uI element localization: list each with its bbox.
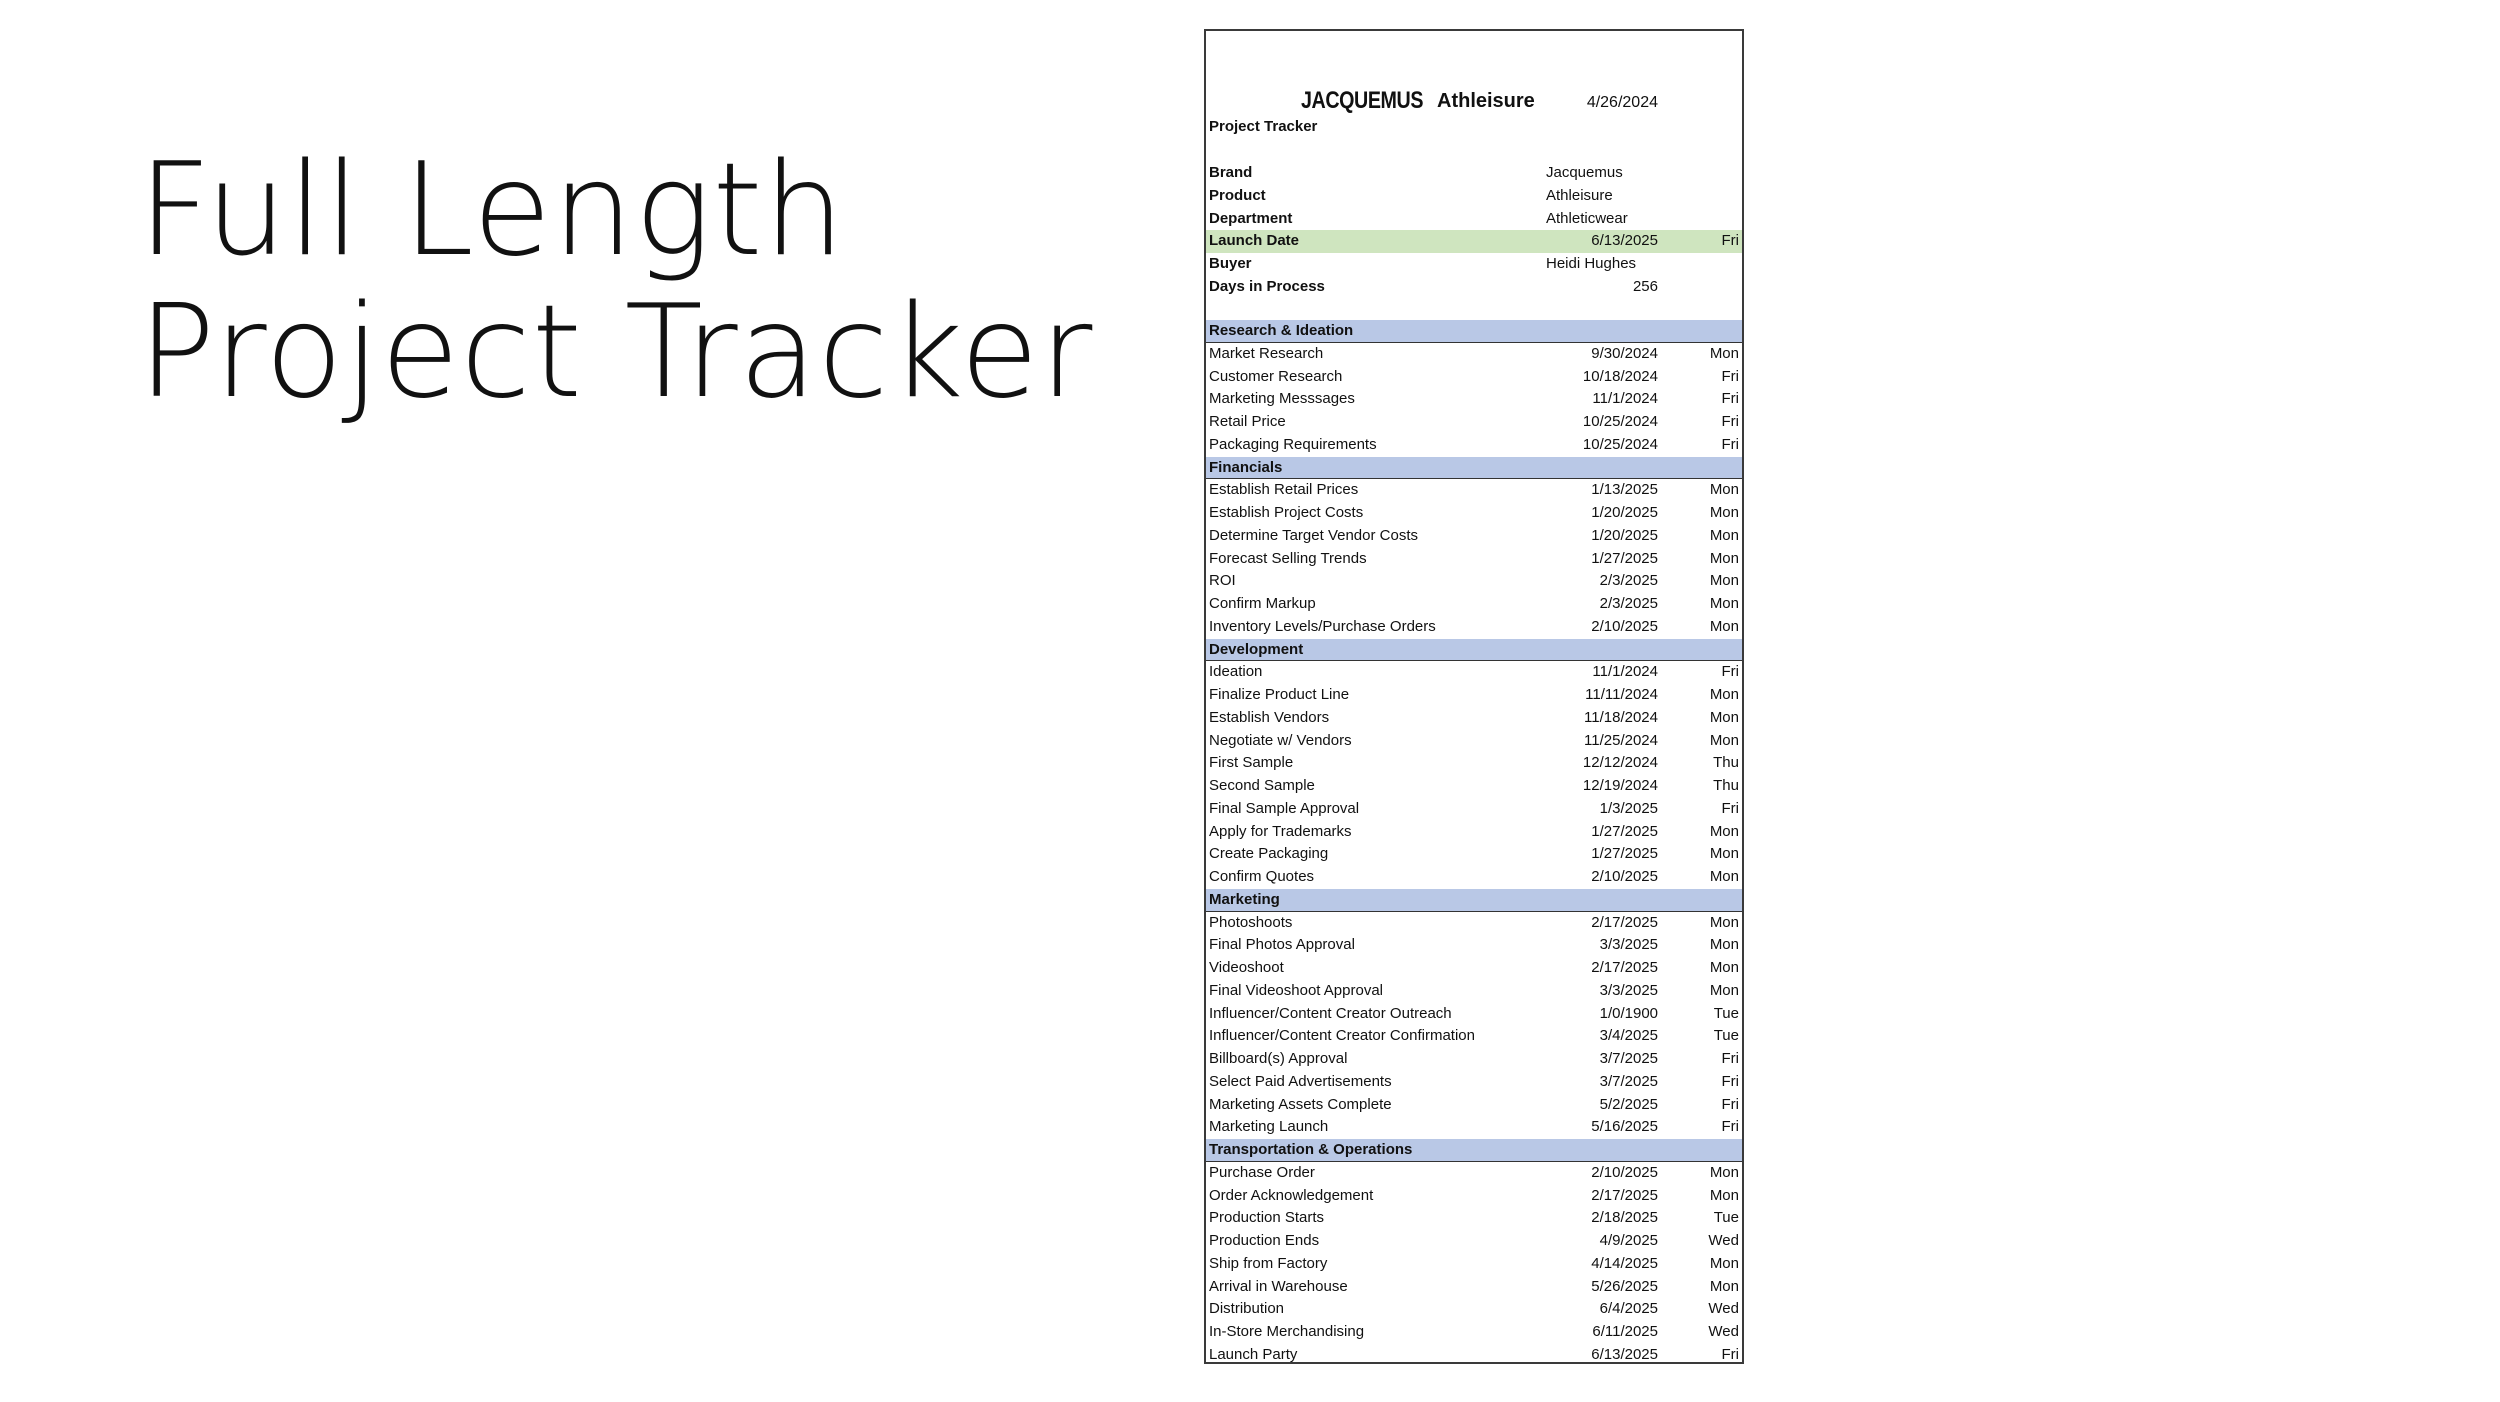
task-day: Tue — [1713, 1004, 1739, 1022]
task-day: Mon — [1709, 1277, 1739, 1295]
task-label: Production Starts — [1209, 1209, 1325, 1227]
task-row — [1206, 1094, 1742, 1117]
task-label: Videoshoot — [1209, 959, 1284, 976]
header-product: Athleisure — [1437, 90, 1535, 112]
task-label: Final Sample Approval — [1209, 799, 1360, 817]
page-title-line-2: Project Tracker — [138, 278, 1094, 427]
task-row — [1206, 775, 1742, 798]
task-label: Final Photos Approval — [1209, 936, 1355, 954]
task-day: Fri — [1721, 1072, 1739, 1090]
info-day: Fri — [1721, 232, 1739, 250]
task-label: Purchase Order — [1209, 1163, 1315, 1181]
project-tracker-sheet — [1204, 29, 1744, 1364]
task-date: 3/7/2025 — [1599, 1072, 1658, 1090]
task-label: Order Acknowledgement — [1209, 1186, 1374, 1204]
task-day: Thu — [1713, 754, 1739, 772]
task-row — [1206, 661, 1742, 684]
info-label: Brand — [1209, 164, 1253, 181]
task-date: 2/17/2025 — [1591, 913, 1658, 931]
task-row — [1206, 616, 1742, 639]
task-day: Mon — [1709, 1254, 1739, 1272]
task-row — [1206, 1321, 1742, 1344]
task-row — [1206, 707, 1742, 730]
task-day: Mon — [1709, 572, 1739, 590]
task-date: 2/17/2025 — [1591, 959, 1658, 976]
task-row — [1206, 730, 1742, 753]
task-day: Mon — [1709, 344, 1739, 362]
task-day: Mon — [1709, 549, 1739, 567]
task-date: 4/14/2025 — [1591, 1254, 1658, 1272]
task-day: Mon — [1709, 526, 1739, 544]
task-row — [1206, 1276, 1742, 1299]
task-row — [1206, 1298, 1742, 1321]
task-row — [1206, 1071, 1742, 1094]
task-label: Apply for Trademarks — [1209, 822, 1352, 840]
task-day: Wed — [1708, 1323, 1739, 1340]
task-day: Fri — [1721, 1118, 1739, 1136]
task-day: Fri — [1721, 1345, 1739, 1363]
project-info — [1206, 162, 1742, 299]
task-date: 2/3/2025 — [1599, 595, 1658, 612]
task-row — [1206, 479, 1742, 502]
task-row — [1206, 1116, 1742, 1139]
task-date: 2/3/2025 — [1599, 572, 1658, 590]
task-date: 12/12/2024 — [1582, 754, 1658, 772]
task-label: In-Store Merchandising — [1209, 1323, 1365, 1340]
task-day: Thu — [1713, 777, 1739, 794]
task-day: Mon — [1709, 868, 1739, 885]
info-value: 256 — [1632, 277, 1658, 295]
task-day: Fri — [1721, 799, 1739, 817]
task-date: 11/1/2024 — [1592, 663, 1658, 681]
task-day: Mon — [1709, 595, 1739, 612]
task-day: Fri — [1721, 1050, 1739, 1067]
task-label: Distribution — [1209, 1300, 1285, 1318]
task-date: 11/1/2024 — [1592, 390, 1658, 408]
task-label: Confirm Quotes — [1209, 868, 1315, 885]
task-date: 1/13/2025 — [1591, 481, 1658, 499]
task-label: Arrival in Warehouse — [1209, 1277, 1348, 1295]
task-label: Establish Vendors — [1209, 708, 1330, 726]
info-value: Jacquemus — [1546, 164, 1623, 181]
task-label: Marketing Messsages — [1209, 390, 1355, 408]
task-label: Confirm Markup — [1209, 595, 1316, 612]
task-date: 2/18/2025 — [1591, 1209, 1658, 1227]
task-date: 4/9/2025 — [1599, 1232, 1658, 1249]
task-date: 9/30/2024 — [1591, 344, 1658, 362]
task-date: 3/3/2025 — [1599, 936, 1658, 954]
task-label: Marketing Launch — [1209, 1118, 1329, 1136]
task-label: Forecast Selling Trends — [1209, 549, 1367, 567]
task-day: Fri — [1721, 413, 1739, 430]
task-date: 5/26/2025 — [1591, 1277, 1658, 1295]
task-label: Finalize Product Line — [1209, 686, 1350, 703]
task-date: 1/27/2025 — [1591, 845, 1658, 863]
section-header: Marketing — [1206, 889, 1742, 912]
task-row — [1206, 798, 1742, 821]
task-row — [1206, 684, 1742, 707]
task-row — [1206, 570, 1742, 593]
task-label: Billboard(s) Approval — [1209, 1050, 1348, 1067]
task-label: Photoshoots — [1209, 913, 1293, 931]
task-row — [1206, 1207, 1742, 1230]
info-value: Athleisure — [1546, 186, 1613, 204]
info-label: Launch Date — [1209, 232, 1300, 250]
page-title — [138, 136, 1094, 427]
brand-logo: JACQUEMUS — [1301, 87, 1424, 114]
task-day: Mon — [1709, 617, 1739, 635]
task-day: Mon — [1709, 1163, 1739, 1181]
task-row — [1206, 1344, 1742, 1364]
task-day: Fri — [1721, 435, 1739, 453]
task-row — [1206, 866, 1742, 889]
task-day: Mon — [1709, 1186, 1739, 1204]
task-date: 1/20/2025 — [1591, 504, 1658, 521]
task-day: Fri — [1721, 1095, 1739, 1113]
task-day: Tue — [1713, 1027, 1739, 1045]
task-label: Packaging Requirements — [1209, 435, 1377, 453]
task-date: 3/7/2025 — [1599, 1050, 1658, 1067]
task-day: Fri — [1721, 367, 1739, 385]
task-date: 10/18/2024 — [1582, 367, 1658, 385]
info-value: 6/13/2025 — [1591, 232, 1658, 250]
task-label: Create Packaging — [1209, 845, 1329, 863]
task-day: Mon — [1709, 708, 1739, 726]
task-date: 1/27/2025 — [1591, 549, 1658, 567]
task-label: Inventory Levels/Purchase Orders — [1209, 617, 1436, 635]
task-label: Establish Project Costs — [1209, 504, 1364, 521]
task-label: Market Research — [1209, 344, 1324, 362]
info-value: Athleticwear — [1546, 209, 1628, 227]
task-label: Customer Research — [1209, 367, 1343, 385]
task-day: Wed — [1708, 1300, 1739, 1318]
task-date: 5/16/2025 — [1591, 1118, 1658, 1136]
task-row — [1206, 821, 1742, 844]
sheet-header — [1206, 87, 1742, 117]
task-day: Mon — [1709, 845, 1739, 863]
task-label: First Sample — [1209, 754, 1294, 772]
task-date: 2/10/2025 — [1591, 617, 1658, 635]
info-value: Heidi Hughes — [1546, 255, 1637, 272]
task-row — [1206, 388, 1742, 411]
task-row — [1206, 1003, 1742, 1026]
task-row — [1206, 912, 1742, 935]
section-header: Research & Ideation — [1206, 320, 1742, 343]
task-date: 1/27/2025 — [1591, 822, 1658, 840]
task-label: Ideation — [1209, 663, 1263, 681]
task-row — [1206, 411, 1742, 434]
info-row-product — [1206, 185, 1742, 208]
tracker-label: Project Tracker — [1209, 118, 1318, 135]
section-header: Transportation & Operations — [1206, 1139, 1742, 1162]
task-row — [1206, 1230, 1742, 1253]
task-date: 3/3/2025 — [1599, 981, 1658, 999]
info-label: Product — [1209, 186, 1266, 204]
task-row — [1206, 752, 1742, 775]
info-row-launch-date — [1206, 230, 1742, 253]
task-label: Influencer/Content Creator Confirmation — [1209, 1027, 1475, 1045]
task-date: 1/3/2025 — [1599, 799, 1658, 817]
task-label: Production Ends — [1209, 1232, 1320, 1249]
info-label: Days in Process — [1209, 277, 1325, 295]
task-row — [1206, 1185, 1742, 1208]
task-label: Select Paid Advertisements — [1209, 1072, 1392, 1090]
task-row — [1206, 1025, 1742, 1048]
header-date: 4/26/2024 — [1586, 94, 1658, 111]
task-date: 2/10/2025 — [1591, 868, 1658, 885]
task-row — [1206, 843, 1742, 866]
task-date: 10/25/2024 — [1582, 413, 1658, 430]
task-date: 12/19/2024 — [1582, 777, 1658, 794]
task-date: 10/25/2024 — [1582, 435, 1658, 453]
task-label: Establish Retail Prices — [1209, 481, 1359, 499]
task-row — [1206, 343, 1742, 366]
task-row — [1206, 593, 1742, 616]
task-date: 6/11/2025 — [1592, 1323, 1658, 1340]
info-row-department — [1206, 208, 1742, 231]
task-day: Mon — [1709, 913, 1739, 931]
task-label: Influencer/Content Creator Outreach — [1209, 1004, 1452, 1022]
task-day: Fri — [1721, 390, 1739, 408]
task-date: 6/4/2025 — [1599, 1300, 1658, 1318]
task-date: 11/25/2024 — [1584, 731, 1658, 749]
task-day: Mon — [1709, 981, 1739, 999]
task-label: Launch Party — [1209, 1345, 1298, 1363]
task-label: Final Videoshoot Approval — [1209, 981, 1384, 999]
task-label: Marketing Assets Complete — [1209, 1095, 1392, 1113]
task-row — [1206, 957, 1742, 980]
task-row — [1206, 548, 1742, 571]
task-label: ROI — [1209, 572, 1236, 590]
task-row — [1206, 1048, 1742, 1071]
task-date: 5/2/2025 — [1599, 1095, 1658, 1113]
task-date: 3/4/2025 — [1599, 1027, 1658, 1045]
task-date: 2/17/2025 — [1591, 1186, 1658, 1204]
section-header: Development — [1206, 639, 1742, 662]
info-label: Buyer — [1209, 255, 1252, 272]
task-day: Mon — [1709, 822, 1739, 840]
task-label: Negotiate w/ Vendors — [1209, 731, 1352, 749]
task-date: 6/13/2025 — [1591, 1345, 1658, 1363]
task-row — [1206, 434, 1742, 457]
task-row — [1206, 525, 1742, 548]
task-day: Wed — [1708, 1232, 1739, 1249]
task-date: 2/10/2025 — [1591, 1163, 1658, 1181]
task-day: Tue — [1713, 1209, 1739, 1227]
info-row-brand — [1206, 162, 1742, 185]
task-row — [1206, 934, 1742, 957]
task-day: Mon — [1709, 481, 1739, 499]
task-row — [1206, 1162, 1742, 1185]
task-label: Ship from Factory — [1209, 1254, 1328, 1272]
page-title-line-1: Full Length — [138, 136, 846, 285]
section-header: Financials — [1206, 457, 1742, 480]
task-row — [1206, 502, 1742, 525]
task-date: 11/11/2024 — [1585, 686, 1658, 703]
info-row-days-in-process — [1206, 276, 1742, 299]
info-label: Department — [1209, 209, 1293, 227]
task-day: Mon — [1709, 959, 1739, 976]
task-day: Mon — [1709, 936, 1739, 954]
task-label: Retail Price — [1209, 413, 1286, 430]
task-day: Mon — [1709, 731, 1739, 749]
task-row — [1206, 980, 1742, 1003]
info-row-buyer — [1206, 253, 1742, 276]
task-day: Mon — [1709, 686, 1739, 703]
task-day: Mon — [1709, 504, 1739, 521]
task-date: 1/20/2025 — [1591, 526, 1658, 544]
task-label: Determine Target Vendor Costs — [1209, 526, 1418, 544]
task-row — [1206, 366, 1742, 389]
task-day: Fri — [1721, 663, 1739, 681]
task-date: 11/18/2024 — [1584, 708, 1658, 726]
task-date: 1/0/1900 — [1599, 1004, 1658, 1022]
task-sections — [1206, 320, 1742, 1364]
task-row — [1206, 1253, 1742, 1276]
task-label: Second Sample — [1209, 777, 1315, 794]
